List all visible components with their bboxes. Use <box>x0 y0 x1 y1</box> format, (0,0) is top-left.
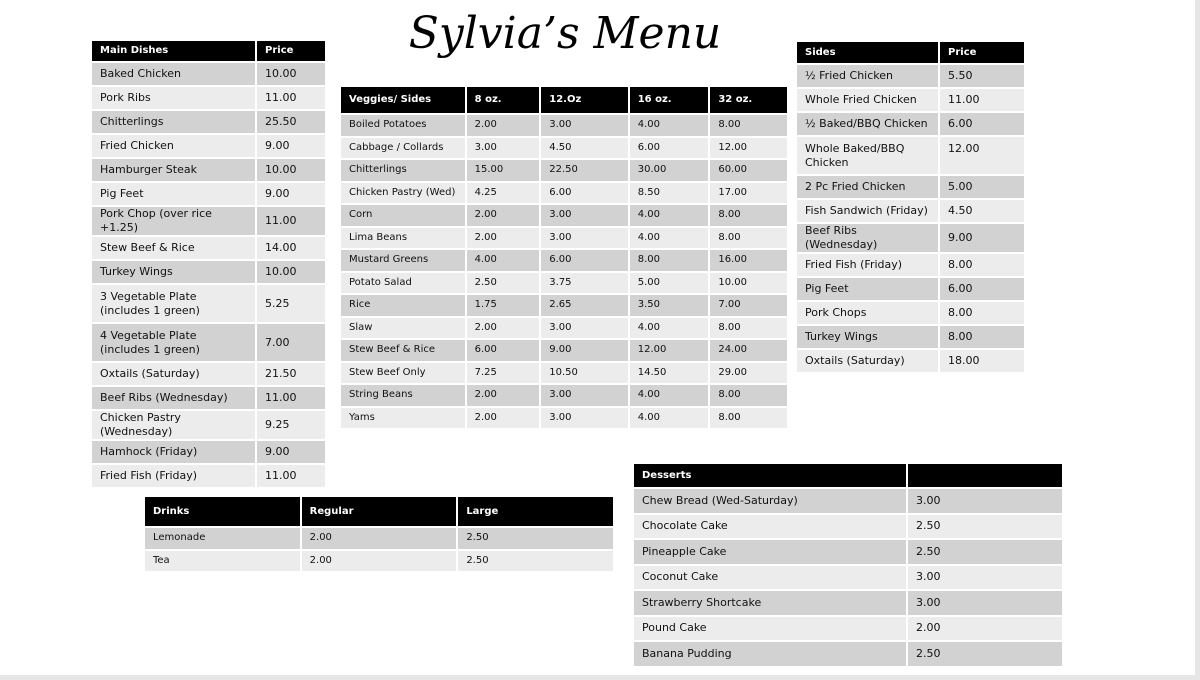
table-row <box>341 228 787 249</box>
price-16oz: 14.50 <box>630 363 709 384</box>
item-price: 9.00 <box>940 224 1024 252</box>
item-name: Pork Chops <box>797 302 938 324</box>
item-name: 4 Vegetable Plate (includes 1 green) <box>92 324 255 361</box>
desserts-table <box>632 462 1064 668</box>
table-row <box>92 411 325 439</box>
table-row <box>634 515 1062 539</box>
item-name: Yams <box>341 408 465 429</box>
table-row <box>92 261 325 283</box>
item-name: Fried Fish (Friday) <box>797 254 938 276</box>
price-12oz: 3.00 <box>541 205 627 226</box>
price-8oz: 7.25 <box>467 363 540 384</box>
price-8oz: 2.00 <box>467 385 540 406</box>
column-header: Main Dishes <box>92 41 255 61</box>
price-16oz: 30.00 <box>630 160 709 181</box>
item-price: 6.00 <box>940 278 1024 300</box>
price-32oz: 8.00 <box>710 408 787 429</box>
item-price: 9.00 <box>257 183 325 205</box>
item-name: Pig Feet <box>797 278 938 300</box>
item-name: Beef Ribs (Wednesday) <box>92 387 255 409</box>
item-name: Fried Fish (Friday) <box>92 465 255 487</box>
veggies-sides-table <box>339 85 789 430</box>
price-32oz: 7.00 <box>710 295 787 316</box>
item-name: Mustard Greens <box>341 250 465 271</box>
item-name: Coconut Cake <box>634 566 906 590</box>
price-regular: 2.00 <box>302 551 457 572</box>
sides-table <box>795 40 1026 374</box>
price-8oz: 2.00 <box>467 408 540 429</box>
table-row <box>92 135 325 157</box>
price-12oz: 4.50 <box>541 138 627 159</box>
item-name: Pineapple Cake <box>634 540 906 564</box>
table-row <box>92 441 325 463</box>
table-row <box>341 295 787 316</box>
price-8oz: 2.00 <box>467 228 540 249</box>
item-price: 9.25 <box>257 411 325 439</box>
item-price: 8.00 <box>940 326 1024 348</box>
item-price: 10.00 <box>257 159 325 181</box>
price-8oz: 4.25 <box>467 183 540 204</box>
item-name: Lemonade <box>145 528 300 549</box>
item-name: Pound Cake <box>634 617 906 641</box>
price-12oz: 3.75 <box>541 273 627 294</box>
price-32oz: 8.00 <box>710 385 787 406</box>
price-12oz: 3.00 <box>541 228 627 249</box>
item-name: Stew Beef & Rice <box>92 237 255 259</box>
item-name: Banana Pudding <box>634 642 906 666</box>
item-price: 4.50 <box>940 200 1024 222</box>
price-16oz: 3.50 <box>630 295 709 316</box>
table-header-row <box>797 42 1024 63</box>
price-32oz: 29.00 <box>710 363 787 384</box>
table-row <box>341 385 787 406</box>
item-name: ½ Fried Chicken <box>797 65 938 87</box>
price-32oz: 17.00 <box>710 183 787 204</box>
table-row <box>341 160 787 181</box>
price-12oz: 3.00 <box>541 115 627 136</box>
table-row <box>341 363 787 384</box>
item-price: 11.00 <box>940 89 1024 111</box>
item-name: Fish Sandwich (Friday) <box>797 200 938 222</box>
price-32oz: 60.00 <box>710 160 787 181</box>
price-12oz: 9.00 <box>541 340 627 361</box>
item-price: 9.00 <box>257 441 325 463</box>
item-name: String Beans <box>341 385 465 406</box>
price-12oz: 3.00 <box>541 408 627 429</box>
column-header: Regular <box>302 497 457 526</box>
item-name: Slaw <box>341 318 465 339</box>
item-name: Beef Ribs (Wednesday) <box>797 224 938 252</box>
price-32oz: 8.00 <box>710 115 787 136</box>
table-row <box>797 176 1024 198</box>
price-16oz: 5.00 <box>630 273 709 294</box>
item-price: 25.50 <box>257 111 325 133</box>
item-price: 7.00 <box>257 324 325 361</box>
item-name: Stew Beef Only <box>341 363 465 384</box>
item-name: Corn <box>341 205 465 226</box>
column-header: Price <box>940 42 1024 63</box>
item-price: 18.00 <box>940 350 1024 372</box>
table-row <box>797 254 1024 276</box>
column-header: 8 oz. <box>467 87 540 113</box>
price-32oz: 24.00 <box>710 340 787 361</box>
price-8oz: 6.00 <box>467 340 540 361</box>
column-header: 12.Oz <box>541 87 627 113</box>
page-edge-bottom <box>0 675 1200 680</box>
price-32oz: 12.00 <box>710 138 787 159</box>
price-32oz: 16.00 <box>710 250 787 271</box>
price-12oz: 3.00 <box>541 318 627 339</box>
item-name: Tea <box>145 551 300 572</box>
item-name: Turkey Wings <box>92 261 255 283</box>
price-8oz: 2.00 <box>467 205 540 226</box>
table-row <box>634 566 1062 590</box>
price-8oz: 15.00 <box>467 160 540 181</box>
table-row <box>92 159 325 181</box>
table-row <box>797 200 1024 222</box>
table-header-row <box>145 497 613 526</box>
table-row <box>92 324 325 361</box>
table-header-row <box>634 464 1062 487</box>
price-16oz: 6.00 <box>630 138 709 159</box>
item-price: 11.00 <box>257 387 325 409</box>
column-header: Desserts <box>634 464 906 487</box>
table-row <box>634 591 1062 615</box>
column-header: Drinks <box>145 497 300 526</box>
item-price: 2.50 <box>908 515 1062 539</box>
price-32oz: 8.00 <box>710 318 787 339</box>
price-regular: 2.00 <box>302 528 457 549</box>
item-name: Lima Beans <box>341 228 465 249</box>
item-name: Hamburger Steak <box>92 159 255 181</box>
item-price: 3.00 <box>908 591 1062 615</box>
item-name: Chitterlings <box>92 111 255 133</box>
item-name: Chicken Pastry (Wednesday) <box>92 411 255 439</box>
table-row <box>92 363 325 385</box>
item-price: 10.00 <box>257 63 325 85</box>
item-price: 3.00 <box>908 566 1062 590</box>
table-row <box>341 318 787 339</box>
table-row <box>341 250 787 271</box>
price-12oz: 6.00 <box>541 183 627 204</box>
table-row <box>634 489 1062 513</box>
price-8oz: 2.00 <box>467 318 540 339</box>
table-row <box>341 138 787 159</box>
table-row <box>341 340 787 361</box>
item-price: 2.50 <box>908 540 1062 564</box>
table-row <box>145 528 613 549</box>
price-16oz: 4.00 <box>630 115 709 136</box>
item-name: Whole Baked/BBQ Chicken <box>797 137 938 174</box>
price-8oz: 2.00 <box>467 115 540 136</box>
table-row <box>341 115 787 136</box>
table-row <box>341 273 787 294</box>
table-row <box>797 278 1024 300</box>
table-row <box>341 205 787 226</box>
item-name: Rice <box>341 295 465 316</box>
item-name: Strawberry Shortcake <box>634 591 906 615</box>
item-price: 14.00 <box>257 237 325 259</box>
table-row <box>92 285 325 322</box>
column-header: Price <box>257 41 325 61</box>
item-name: Boiled Potatoes <box>341 115 465 136</box>
price-16oz: 4.00 <box>630 318 709 339</box>
price-12oz: 22.50 <box>541 160 627 181</box>
price-16oz: 4.00 <box>630 228 709 249</box>
price-12oz: 6.00 <box>541 250 627 271</box>
column-header: Large <box>458 497 613 526</box>
page-edge-right <box>1195 0 1200 680</box>
table-row <box>797 113 1024 135</box>
item-price: 11.00 <box>257 465 325 487</box>
item-price: 9.00 <box>257 135 325 157</box>
item-name: Pig Feet <box>92 183 255 205</box>
item-price: 3.00 <box>908 489 1062 513</box>
table-row <box>92 111 325 133</box>
item-name: Pork Chop (over rice +1.25) <box>92 207 255 235</box>
item-price: 11.00 <box>257 87 325 109</box>
price-12oz: 2.65 <box>541 295 627 316</box>
table-row <box>92 207 325 235</box>
item-name: Potato Salad <box>341 273 465 294</box>
price-16oz: 4.00 <box>630 385 709 406</box>
item-price: 21.50 <box>257 363 325 385</box>
main-dishes-table <box>90 39 327 489</box>
item-name: Baked Chicken <box>92 63 255 85</box>
item-name: Pork Ribs <box>92 87 255 109</box>
item-name: Oxtails (Saturday) <box>92 363 255 385</box>
price-32oz: 8.00 <box>710 205 787 226</box>
table-row <box>634 642 1062 666</box>
table-row <box>634 617 1062 641</box>
item-price: 10.00 <box>257 261 325 283</box>
item-name: 3 Vegetable Plate (includes 1 green) <box>92 285 255 322</box>
item-price: 6.00 <box>940 113 1024 135</box>
item-name: Chew Bread (Wed-Saturday) <box>634 489 906 513</box>
price-32oz: 8.00 <box>710 228 787 249</box>
item-price: 5.50 <box>940 65 1024 87</box>
item-name: Chicken Pastry (Wed) <box>341 183 465 204</box>
price-16oz: 4.00 <box>630 408 709 429</box>
menu-title: Sylvia’s Menu <box>408 8 722 59</box>
price-8oz: 1.75 <box>467 295 540 316</box>
table-row <box>92 237 325 259</box>
column-header <box>908 464 1062 487</box>
table-row <box>797 89 1024 111</box>
item-price: 2.50 <box>908 642 1062 666</box>
price-32oz: 10.00 <box>710 273 787 294</box>
item-price: 5.25 <box>257 285 325 322</box>
item-price: 8.00 <box>940 302 1024 324</box>
table-header-row <box>92 41 325 61</box>
table-row <box>145 551 613 572</box>
price-8oz: 4.00 <box>467 250 540 271</box>
price-16oz: 8.00 <box>630 250 709 271</box>
table-row <box>797 65 1024 87</box>
item-name: ½ Baked/BBQ Chicken <box>797 113 938 135</box>
price-8oz: 2.50 <box>467 273 540 294</box>
column-header: 32 oz. <box>710 87 787 113</box>
item-name: Stew Beef & Rice <box>341 340 465 361</box>
table-row <box>797 137 1024 174</box>
item-name: Whole Fried Chicken <box>797 89 938 111</box>
item-name: Turkey Wings <box>797 326 938 348</box>
table-row <box>341 408 787 429</box>
item-price: 2.00 <box>908 617 1062 641</box>
item-price: 5.00 <box>940 176 1024 198</box>
table-row <box>92 183 325 205</box>
drinks-table <box>143 495 615 573</box>
table-row <box>797 302 1024 324</box>
table-row <box>341 183 787 204</box>
price-large: 2.50 <box>458 551 613 572</box>
table-row <box>797 326 1024 348</box>
price-12oz: 3.00 <box>541 385 627 406</box>
table-row <box>92 465 325 487</box>
column-header: Veggies/ Sides <box>341 87 465 113</box>
column-header: Sides <box>797 42 938 63</box>
item-name: Fried Chicken <box>92 135 255 157</box>
table-row <box>92 63 325 85</box>
price-16oz: 12.00 <box>630 340 709 361</box>
item-price: 11.00 <box>257 207 325 235</box>
item-name: 2 Pc Fried Chicken <box>797 176 938 198</box>
table-row <box>797 350 1024 372</box>
table-row <box>92 387 325 409</box>
table-row <box>92 87 325 109</box>
table-row <box>634 540 1062 564</box>
item-price: 12.00 <box>940 137 1024 174</box>
item-name: Chocolate Cake <box>634 515 906 539</box>
column-header: 16 oz. <box>630 87 709 113</box>
item-price: 8.00 <box>940 254 1024 276</box>
price-16oz: 8.50 <box>630 183 709 204</box>
item-name: Chitterlings <box>341 160 465 181</box>
price-large: 2.50 <box>458 528 613 549</box>
price-12oz: 10.50 <box>541 363 627 384</box>
item-name: Oxtails (Saturday) <box>797 350 938 372</box>
price-8oz: 3.00 <box>467 138 540 159</box>
item-name: Cabbage / Collards <box>341 138 465 159</box>
item-name: Hamhock (Friday) <box>92 441 255 463</box>
table-header-row <box>341 87 787 113</box>
table-row <box>797 224 1024 252</box>
price-16oz: 4.00 <box>630 205 709 226</box>
